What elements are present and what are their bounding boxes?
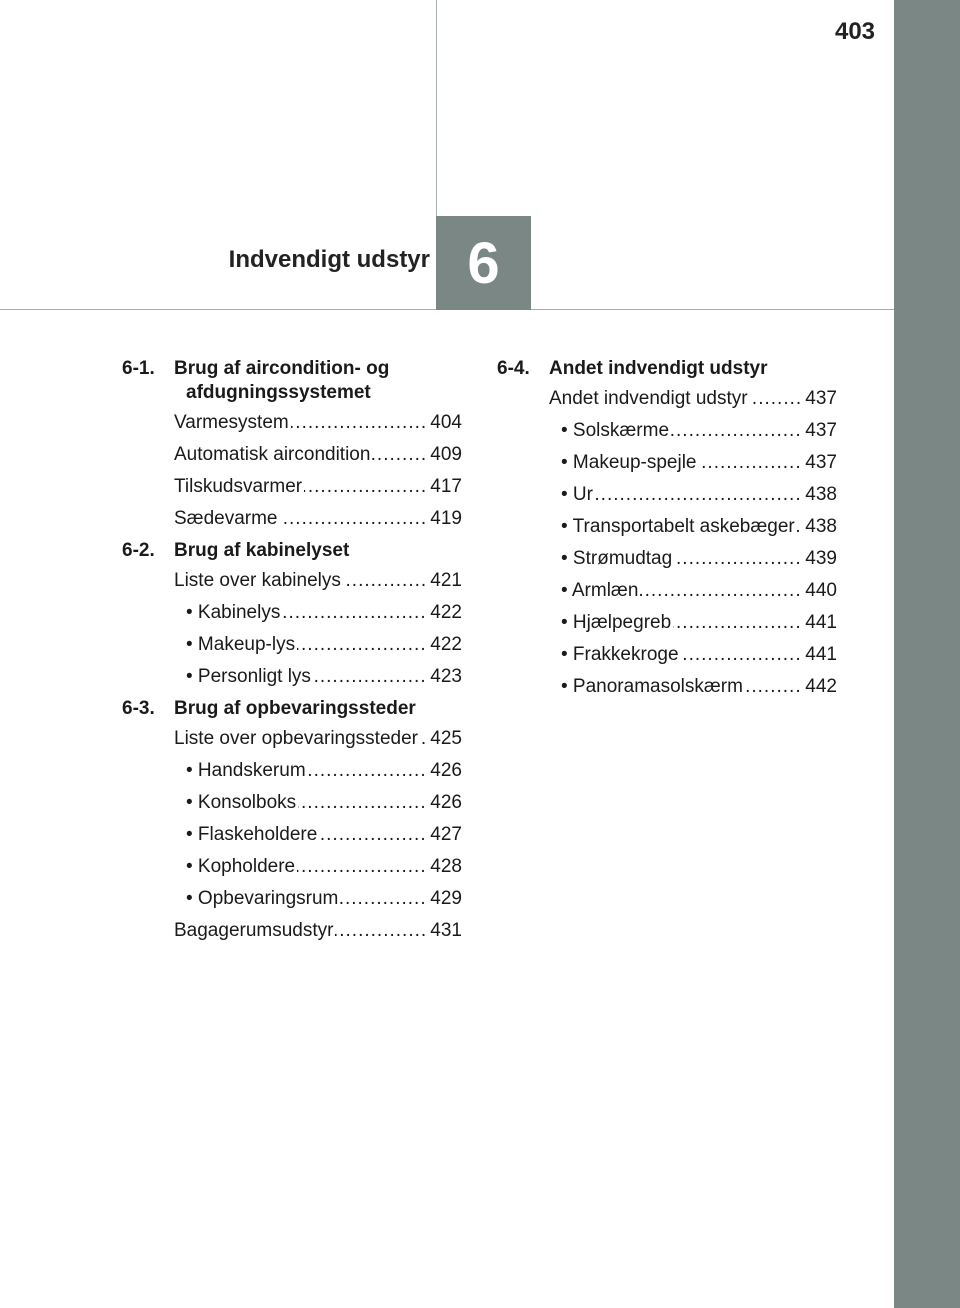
chapter-number-box: 6 (436, 216, 531, 310)
toc-entry[interactable] (174, 475, 462, 499)
toc-entry-page-number: 419 (430, 508, 462, 529)
toc-entry-page-number: 441 (805, 612, 837, 633)
toc-entry-text: Liste over kabinelys (174, 570, 341, 591)
section-heading[interactable] (122, 539, 462, 563)
toc-left-column (122, 357, 462, 951)
toc-entry-text: • Strømudtag (561, 548, 673, 569)
toc-entry-page-number: 422 (430, 634, 462, 655)
toc-entry-label (186, 791, 428, 815)
toc-entry[interactable] (561, 611, 837, 635)
section-heading[interactable] (122, 697, 462, 721)
toc-entry-page-number: 442 (805, 676, 837, 697)
toc-entry-page-number: 421 (430, 570, 462, 591)
section-title: Brug af kabinelyset (174, 540, 350, 561)
section-heading[interactable] (122, 357, 462, 405)
toc-entry[interactable] (186, 665, 462, 689)
toc-entry[interactable] (186, 759, 462, 783)
toc-entry-text: Sædevarme (174, 508, 278, 529)
vertical-divider (436, 0, 437, 216)
toc-entry-label (561, 611, 803, 635)
toc-entry-page-number: 409 (430, 444, 462, 465)
toc-entry-text: • Flaskeholdere (186, 824, 318, 845)
toc-entry[interactable] (186, 633, 462, 657)
toc-entry-label (174, 569, 428, 593)
toc-entry[interactable] (174, 411, 462, 435)
toc-entry[interactable] (561, 579, 837, 603)
toc-entry-label (561, 451, 803, 475)
toc-entry-text: • Transportabelt askebæger (561, 516, 795, 537)
toc-entry-text: • Handskerum (186, 760, 306, 781)
toc-entry-label (186, 823, 428, 847)
toc-entry-page-number: 429 (430, 888, 462, 909)
toc-entry-page-number: 440 (805, 580, 837, 601)
toc-entry-page-number: 438 (805, 516, 837, 537)
toc-entry[interactable] (561, 451, 837, 475)
toc-entry-text: • Opbevaringsrum (186, 888, 339, 909)
toc-entry[interactable] (561, 643, 837, 667)
side-chapter-tab (894, 0, 960, 1308)
toc-entry-page-number: 427 (430, 824, 462, 845)
toc-entry[interactable] (561, 483, 837, 507)
toc-entry[interactable] (186, 823, 462, 847)
toc-entry-page-number: 404 (430, 412, 462, 433)
toc-entry-label (174, 507, 428, 531)
toc-entry-text: • Makeup-spejle (561, 452, 697, 473)
toc-entry-label (561, 675, 803, 699)
toc-entry-label (186, 759, 428, 783)
toc-entry-label (174, 919, 428, 943)
toc-entry-page-number: 441 (805, 644, 837, 665)
toc-entry-text: • Panoramasolskærm (561, 676, 743, 697)
toc-entry-label (561, 547, 803, 571)
toc-entry[interactable] (174, 727, 462, 751)
toc-entry-text: • Kabinelys (186, 602, 281, 623)
toc-entry[interactable] (174, 507, 462, 531)
toc-entry-label (174, 443, 428, 467)
toc-entry-text: Liste over opbevaringssteder (174, 728, 418, 749)
toc-entry-label (186, 665, 428, 689)
toc-entry-text: • Kopholdere (186, 856, 296, 877)
toc-entry[interactable] (561, 419, 837, 443)
section-number: 6-1. (122, 358, 155, 379)
toc-entry-label (561, 579, 803, 603)
toc-entry-page-number: 438 (805, 484, 837, 505)
toc-entry-label (186, 633, 428, 657)
toc-entry-label (561, 643, 803, 667)
toc-entry-label (561, 419, 803, 443)
toc-entry-text: Bagagerumsudstyr (174, 920, 334, 941)
chapter-title: Indvendigt udstyr (228, 246, 430, 273)
toc-entry-text: Tilskudsvarmer (174, 476, 303, 497)
toc-entry-page-number: 439 (805, 548, 837, 569)
toc-entry-text: • Konsolboks (186, 792, 297, 813)
toc-entry[interactable] (186, 855, 462, 879)
toc-entry-page-number: 428 (430, 856, 462, 877)
toc-section (122, 357, 462, 531)
toc-entry-label (186, 601, 428, 625)
section-title: Andet indvendigt udstyr (549, 358, 768, 379)
toc-entry-text: • Ur (561, 484, 593, 505)
toc-entry-page-number: 417 (430, 476, 462, 497)
toc-section (122, 539, 462, 689)
section-number: 6-4. (497, 358, 530, 379)
toc-entry-text: • Hjælpegreb (561, 612, 672, 633)
toc-entry-label (174, 727, 428, 751)
toc-entry-label (186, 887, 428, 911)
toc-entry-text: Automatisk aircondition (174, 444, 371, 465)
section-number: 6-3. (122, 698, 155, 719)
toc-entry[interactable] (186, 601, 462, 625)
toc-entry-page-number: 437 (805, 452, 837, 473)
toc-entry[interactable] (186, 887, 462, 911)
toc-entry-page-number: 425 (430, 728, 462, 749)
toc-entry-page-number: 437 (805, 388, 837, 409)
toc-entry[interactable] (174, 569, 462, 593)
section-title: Brug af aircondition- og afdugningssystemet (174, 358, 390, 403)
toc-entry-text: • Personligt lys (186, 666, 311, 687)
section-number: 6-2. (122, 540, 155, 561)
toc-entry-label (186, 855, 428, 879)
toc-entry-page-number: 423 (430, 666, 462, 687)
toc-entry[interactable] (174, 919, 462, 943)
toc-entry-text: • Makeup-lys (186, 634, 296, 655)
toc-entry-page-number: 437 (805, 420, 837, 441)
toc-section (497, 357, 837, 699)
toc-entry[interactable] (561, 675, 837, 699)
toc-entry-text: Andet indvendigt udstyr (549, 388, 748, 409)
toc-entry[interactable] (186, 791, 462, 815)
toc-entry[interactable] (549, 387, 837, 411)
toc-entry-text: • Frakkekroge (561, 644, 679, 665)
section-heading[interactable] (497, 357, 837, 381)
toc-entry[interactable] (174, 443, 462, 467)
toc-section (122, 697, 462, 943)
toc-entry-page-number: 422 (430, 602, 462, 623)
toc-entry-label (174, 411, 428, 435)
toc-right-column (497, 357, 837, 707)
toc-entry-label (174, 475, 428, 499)
toc-entry-label (549, 387, 803, 411)
toc-entry-text: Varmesystem (174, 412, 289, 433)
toc-entry-page-number: 426 (430, 760, 462, 781)
toc-entry-page-number: 426 (430, 792, 462, 813)
toc-entry-page-number: 431 (430, 920, 462, 941)
toc-entry[interactable] (561, 515, 837, 539)
toc-entry-text: • Armlæn (561, 580, 639, 601)
toc-entry-label (561, 483, 803, 507)
toc-entry[interactable] (561, 547, 837, 571)
section-title: Brug af opbevaringssteder (174, 698, 416, 719)
page-number: 403 (834, 18, 876, 45)
toc-entry-text: • Solskærme (561, 420, 670, 441)
toc-entry-label (561, 515, 803, 539)
